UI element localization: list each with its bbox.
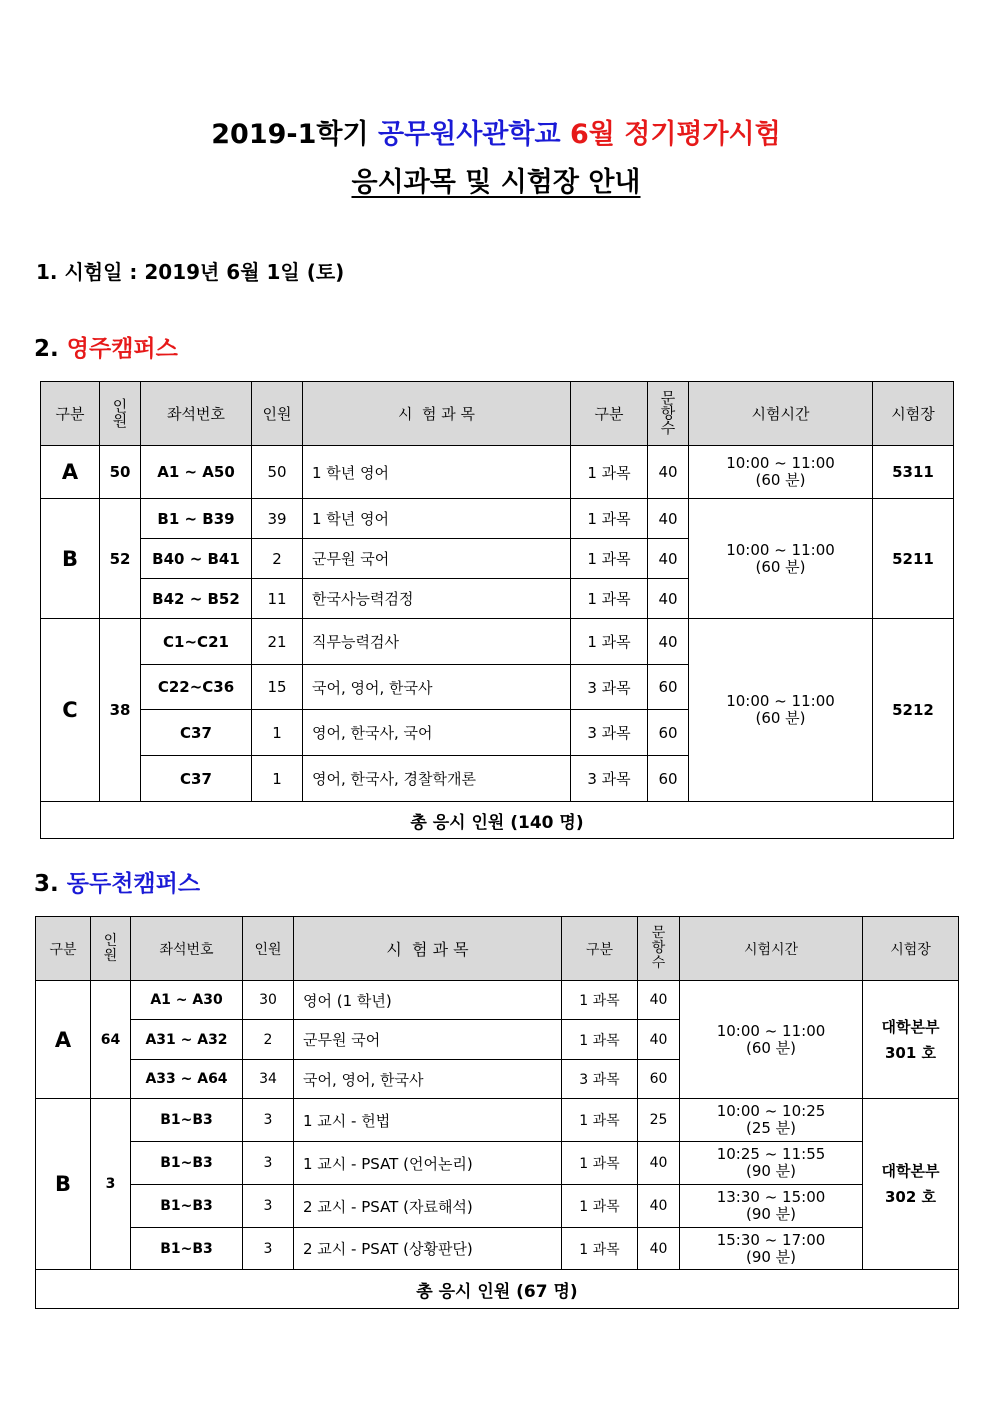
title-exam: 정기평가시험 xyxy=(624,119,781,150)
time-cell: 10:00 ~ 11:00 (60 분) xyxy=(689,446,873,499)
count-cell: 30 xyxy=(243,981,294,1020)
seats-cell: A1 ~ A50 xyxy=(141,446,252,499)
count-cell: 1 xyxy=(252,756,303,802)
category-cell: 3 과목 xyxy=(571,756,648,802)
group-total-cell: 38 xyxy=(100,619,141,802)
subject-cell: 영어, 한국사, 국어 xyxy=(303,710,571,756)
seats-cell: B1~B3 xyxy=(131,1099,243,1142)
title-term: 2019-1학기 xyxy=(211,119,369,150)
room-cell: 5211 xyxy=(873,499,954,619)
subject-cell: 국어, 영어, 한국사 xyxy=(294,1060,562,1099)
subject-cell: 영어, 한국사, 경찰학개론 xyxy=(303,756,571,802)
seats-cell: C37 xyxy=(141,710,252,756)
count-cell: 15 xyxy=(252,665,303,710)
questions-cell: 40 xyxy=(638,1185,680,1228)
questions-cell: 60 xyxy=(638,1060,680,1099)
seats-cell: C22~C36 xyxy=(141,665,252,710)
table-row xyxy=(41,619,954,665)
group-cell: B xyxy=(41,499,100,619)
subject-cell: 2 교시 - PSAT (자료해석) xyxy=(294,1185,562,1228)
questions-cell: 40 xyxy=(638,1020,680,1060)
header-category: 구분 xyxy=(562,917,638,981)
table-row xyxy=(41,499,954,539)
total-row xyxy=(41,802,954,839)
questions-cell: 40 xyxy=(648,446,689,499)
header-count: 인원 xyxy=(252,382,303,446)
questions-cell: 60 xyxy=(648,665,689,710)
count-cell: 3 xyxy=(243,1142,294,1185)
section-number: 2. xyxy=(34,336,59,362)
dongducheon-table xyxy=(35,916,959,1309)
group-total-cell: 64 xyxy=(91,981,131,1099)
total-count: 총 응시 인원 (140 명) xyxy=(41,802,954,839)
count-cell: 50 xyxy=(252,446,303,499)
subject-cell: 1 학년 영어 xyxy=(303,499,571,539)
header-room: 시험장 xyxy=(863,917,959,981)
questions-cell: 40 xyxy=(648,619,689,665)
dongducheon-heading xyxy=(34,865,200,898)
header-subject: 시 험 과 목 xyxy=(303,382,571,446)
time-cell: 10:00 ~ 11:00 (60 분) xyxy=(689,499,873,619)
category-cell: 1 과목 xyxy=(562,1020,638,1060)
title-month: 6월 xyxy=(569,119,615,150)
yeongju-table xyxy=(40,381,954,839)
time-cell: 15:30 ~ 17:00 (90 분) xyxy=(680,1228,863,1270)
header-group: 구분 xyxy=(41,382,100,446)
table-row xyxy=(36,1142,959,1185)
table-header-row xyxy=(41,382,954,446)
group-cell: A xyxy=(41,446,100,499)
category-cell: 1 과목 xyxy=(571,446,648,499)
seats-cell: B1~B3 xyxy=(131,1228,243,1270)
header-seats: 좌석번호 xyxy=(131,917,243,981)
seats-cell: A1 ~ A30 xyxy=(131,981,243,1020)
room-cell: 5212 xyxy=(873,619,954,802)
subject-cell: 1 교시 - 헌법 xyxy=(294,1099,562,1142)
questions-cell: 40 xyxy=(638,1228,680,1270)
seats-cell: A31 ~ A32 xyxy=(131,1020,243,1060)
questions-cell: 25 xyxy=(638,1099,680,1142)
subtitle-text: 응시과목 및 시험장 안내 xyxy=(351,167,641,198)
header-questions: 문 항 수 xyxy=(648,382,689,446)
group-cell: A xyxy=(36,981,91,1099)
campus-name: 영주캠퍼스 xyxy=(66,336,178,362)
header-count: 인원 xyxy=(243,917,294,981)
category-cell: 3 과목 xyxy=(571,665,648,710)
questions-cell: 40 xyxy=(638,981,680,1020)
header-seats: 좌석번호 xyxy=(141,382,252,446)
subject-cell: 한국사능력검정 xyxy=(303,579,571,619)
title-school: 공무원사관학교 xyxy=(377,119,561,150)
count-cell: 3 xyxy=(243,1185,294,1228)
document-subtitle xyxy=(0,160,992,199)
time-cell: 13:30 ~ 15:00 (90 분) xyxy=(680,1185,863,1228)
group-cell: C xyxy=(41,619,100,802)
subject-cell: 군무원 국어 xyxy=(294,1020,562,1060)
header-questions: 문 항 수 xyxy=(638,917,680,981)
subject-cell: 영어 (1 학년) xyxy=(294,981,562,1020)
seats-cell: C1~C21 xyxy=(141,619,252,665)
exam-date-heading: 1. 시험일 : 2019년 6월 1일 (토) xyxy=(36,260,345,284)
header-category: 구분 xyxy=(571,382,648,446)
count-cell: 3 xyxy=(243,1228,294,1270)
table-header-row xyxy=(36,917,959,981)
header-room: 시험장 xyxy=(873,382,954,446)
count-cell: 2 xyxy=(252,539,303,579)
group-total-cell: 3 xyxy=(91,1099,131,1270)
count-cell: 34 xyxy=(243,1060,294,1099)
total-count: 총 응시 인원 (67 명) xyxy=(36,1270,959,1309)
total-row xyxy=(36,1270,959,1309)
header-time: 시험시간 xyxy=(689,382,873,446)
category-cell: 3 과목 xyxy=(562,1060,638,1099)
count-cell: 39 xyxy=(252,499,303,539)
header-headcount: 인 원 xyxy=(91,917,131,981)
seats-cell: B1 ~ B39 xyxy=(141,499,252,539)
table-row xyxy=(41,446,954,499)
room-cell: 5311 xyxy=(873,446,954,499)
seats-cell: B1~B3 xyxy=(131,1142,243,1185)
category-cell: 1 과목 xyxy=(562,981,638,1020)
group-cell: B xyxy=(36,1099,91,1270)
header-headcount: 인 원 xyxy=(100,382,141,446)
questions-cell: 60 xyxy=(648,756,689,802)
category-cell: 1 과목 xyxy=(562,1228,638,1270)
category-cell: 1 과목 xyxy=(562,1185,638,1228)
count-cell: 21 xyxy=(252,619,303,665)
category-cell: 1 과목 xyxy=(571,539,648,579)
count-cell: 3 xyxy=(243,1099,294,1142)
table-row xyxy=(36,981,959,1020)
header-subject: 시 험 과 목 xyxy=(294,917,562,981)
header-time: 시험시간 xyxy=(680,917,863,981)
time-cell: 10:00 ~ 11:00 (60 분) xyxy=(680,981,863,1099)
seats-cell: C37 xyxy=(141,756,252,802)
seats-cell: A33 ~ A64 xyxy=(131,1060,243,1099)
group-total-cell: 50 xyxy=(100,446,141,499)
category-cell: 1 과목 xyxy=(571,499,648,539)
room-cell: 대학본부 302 호 xyxy=(863,1099,959,1270)
seats-cell: B42 ~ B52 xyxy=(141,579,252,619)
table-row xyxy=(36,1228,959,1270)
count-cell: 2 xyxy=(243,1020,294,1060)
category-cell: 1 과목 xyxy=(571,619,648,665)
subject-cell: 1 교시 - PSAT (언어논리) xyxy=(294,1142,562,1185)
subject-cell: 군무원 국어 xyxy=(303,539,571,579)
category-cell: 1 과목 xyxy=(571,579,648,619)
document-title xyxy=(0,112,992,151)
count-cell: 11 xyxy=(252,579,303,619)
category-cell: 1 과목 xyxy=(562,1099,638,1142)
category-cell: 1 과목 xyxy=(562,1142,638,1185)
group-total-cell: 52 xyxy=(100,499,141,619)
seats-cell: B40 ~ B41 xyxy=(141,539,252,579)
section-number: 3. xyxy=(34,871,59,897)
seats-cell: B1~B3 xyxy=(131,1185,243,1228)
category-cell: 3 과목 xyxy=(571,710,648,756)
subject-cell: 1 학년 영어 xyxy=(303,446,571,499)
subject-cell: 직무능력검사 xyxy=(303,619,571,665)
subject-cell: 국어, 영어, 한국사 xyxy=(303,665,571,710)
questions-cell: 40 xyxy=(638,1142,680,1185)
subject-cell: 2 교시 - PSAT (상황판단) xyxy=(294,1228,562,1270)
questions-cell: 40 xyxy=(648,499,689,539)
time-cell: 10:00 ~ 10:25 (25 분) xyxy=(680,1099,863,1142)
room-cell: 대학본부 301 호 xyxy=(863,981,959,1099)
header-group: 구분 xyxy=(36,917,91,981)
count-cell: 1 xyxy=(252,710,303,756)
time-cell: 10:25 ~ 11:55 (90 분) xyxy=(680,1142,863,1185)
questions-cell: 40 xyxy=(648,539,689,579)
questions-cell: 40 xyxy=(648,579,689,619)
yeongju-heading xyxy=(34,330,178,363)
table-row xyxy=(36,1099,959,1142)
time-cell: 10:00 ~ 11:00 (60 분) xyxy=(689,619,873,802)
questions-cell: 60 xyxy=(648,710,689,756)
table-row xyxy=(36,1185,959,1228)
campus-name: 동두천캠퍼스 xyxy=(66,871,201,897)
